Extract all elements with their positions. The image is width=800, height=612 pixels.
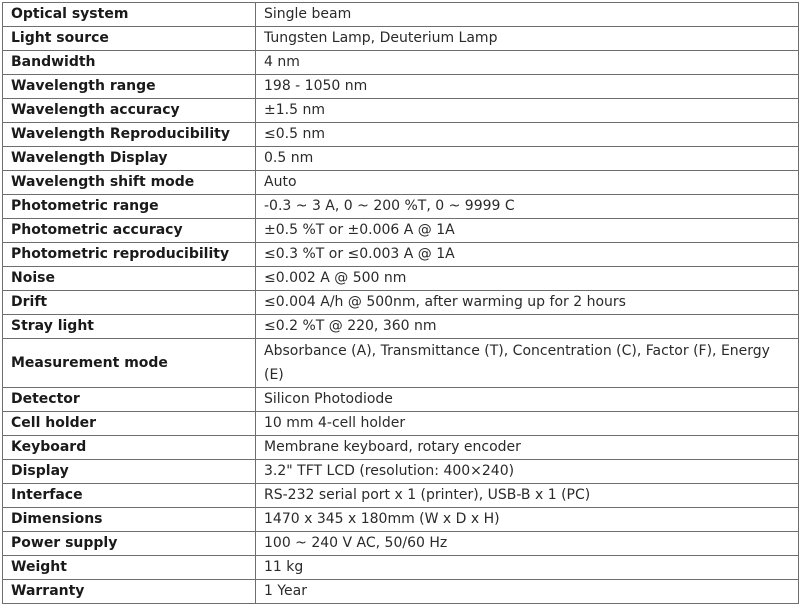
spec-value: Absorbance (A), Transmittance (T), Concentration (C), Factor (F), Energy (E) <box>256 339 799 388</box>
spec-key: Wavelength Reproducibility <box>3 123 256 147</box>
spec-key: Photometric accuracy <box>3 219 256 243</box>
spec-value: Membrane keyboard, rotary encoder <box>256 436 799 460</box>
spec-value: ≤0.3 %T or ≤0.003 A @ 1A <box>256 243 799 267</box>
table-row <box>3 267 799 291</box>
table-row <box>3 339 799 388</box>
spec-value: RS-232 serial port x 1 (printer), USB-B x 1 (PC) <box>256 484 799 508</box>
table-row <box>3 3 799 27</box>
table-row <box>3 219 799 243</box>
spec-value: 10 mm 4-cell holder <box>256 412 799 436</box>
spec-value: 0.5 nm <box>256 147 799 171</box>
spec-key: Drift <box>3 291 256 315</box>
table-row <box>3 147 799 171</box>
table-row <box>3 243 799 267</box>
table-row <box>3 532 799 556</box>
spec-value: -0.3 ~ 3 A, 0 ~ 200 %T, 0 ~ 9999 C <box>256 195 799 219</box>
table-row <box>3 75 799 99</box>
table-row <box>3 171 799 195</box>
spec-key: Wavelength shift mode <box>3 171 256 195</box>
spec-key: Bandwidth <box>3 51 256 75</box>
table-row <box>3 388 799 412</box>
spec-key: Warranty <box>3 580 256 604</box>
spec-value: 11 kg <box>256 556 799 580</box>
spec-value: 3.2" TFT LCD (resolution: 400×240) <box>256 460 799 484</box>
table-row <box>3 123 799 147</box>
table-row <box>3 99 799 123</box>
spec-key: Interface <box>3 484 256 508</box>
spec-key: Weight <box>3 556 256 580</box>
spec-value: Silicon Photodiode <box>256 388 799 412</box>
table-row <box>3 315 799 339</box>
spec-key: Measurement mode <box>3 339 256 388</box>
spec-value: ≤0.004 A/h @ 500nm, after warming up for 2 hours <box>256 291 799 315</box>
table-row <box>3 460 799 484</box>
spec-value: 1 Year <box>256 580 799 604</box>
spec-table <box>2 2 799 604</box>
spec-key: Power supply <box>3 532 256 556</box>
spec-key: Photometric reproducibility <box>3 243 256 267</box>
spec-key: Cell holder <box>3 412 256 436</box>
spec-key: Display <box>3 460 256 484</box>
spec-key: Light source <box>3 27 256 51</box>
spec-key: Keyboard <box>3 436 256 460</box>
spec-value: 1470 x 345 x 180mm (W x D x H) <box>256 508 799 532</box>
table-row <box>3 580 799 604</box>
table-row <box>3 291 799 315</box>
table-row <box>3 508 799 532</box>
table-row <box>3 556 799 580</box>
table-row <box>3 412 799 436</box>
spec-value: Single beam <box>256 3 799 27</box>
spec-value: ≤0.5 nm <box>256 123 799 147</box>
table-row <box>3 27 799 51</box>
spec-key: Photometric range <box>3 195 256 219</box>
table-row <box>3 436 799 460</box>
table-row <box>3 51 799 75</box>
spec-key: Stray light <box>3 315 256 339</box>
spec-key: Noise <box>3 267 256 291</box>
spec-key: Dimensions <box>3 508 256 532</box>
spec-value: Tungsten Lamp, Deuterium Lamp <box>256 27 799 51</box>
spec-value: Auto <box>256 171 799 195</box>
spec-key: Optical system <box>3 3 256 27</box>
spec-value: ±0.5 %T or ±0.006 A @ 1A <box>256 219 799 243</box>
spec-table-body <box>3 3 799 604</box>
spec-key: Detector <box>3 388 256 412</box>
spec-key: Wavelength accuracy <box>3 99 256 123</box>
spec-value: ±1.5 nm <box>256 99 799 123</box>
spec-value: 4 nm <box>256 51 799 75</box>
spec-value: 100 ~ 240 V AC, 50/60 Hz <box>256 532 799 556</box>
table-row <box>3 484 799 508</box>
spec-value: ≤0.002 A @ 500 nm <box>256 267 799 291</box>
spec-value: ≤0.2 %T @ 220, 360 nm <box>256 315 799 339</box>
table-row <box>3 195 799 219</box>
spec-key: Wavelength range <box>3 75 256 99</box>
spec-value: 198 - 1050 nm <box>256 75 799 99</box>
spec-key: Wavelength Display <box>3 147 256 171</box>
